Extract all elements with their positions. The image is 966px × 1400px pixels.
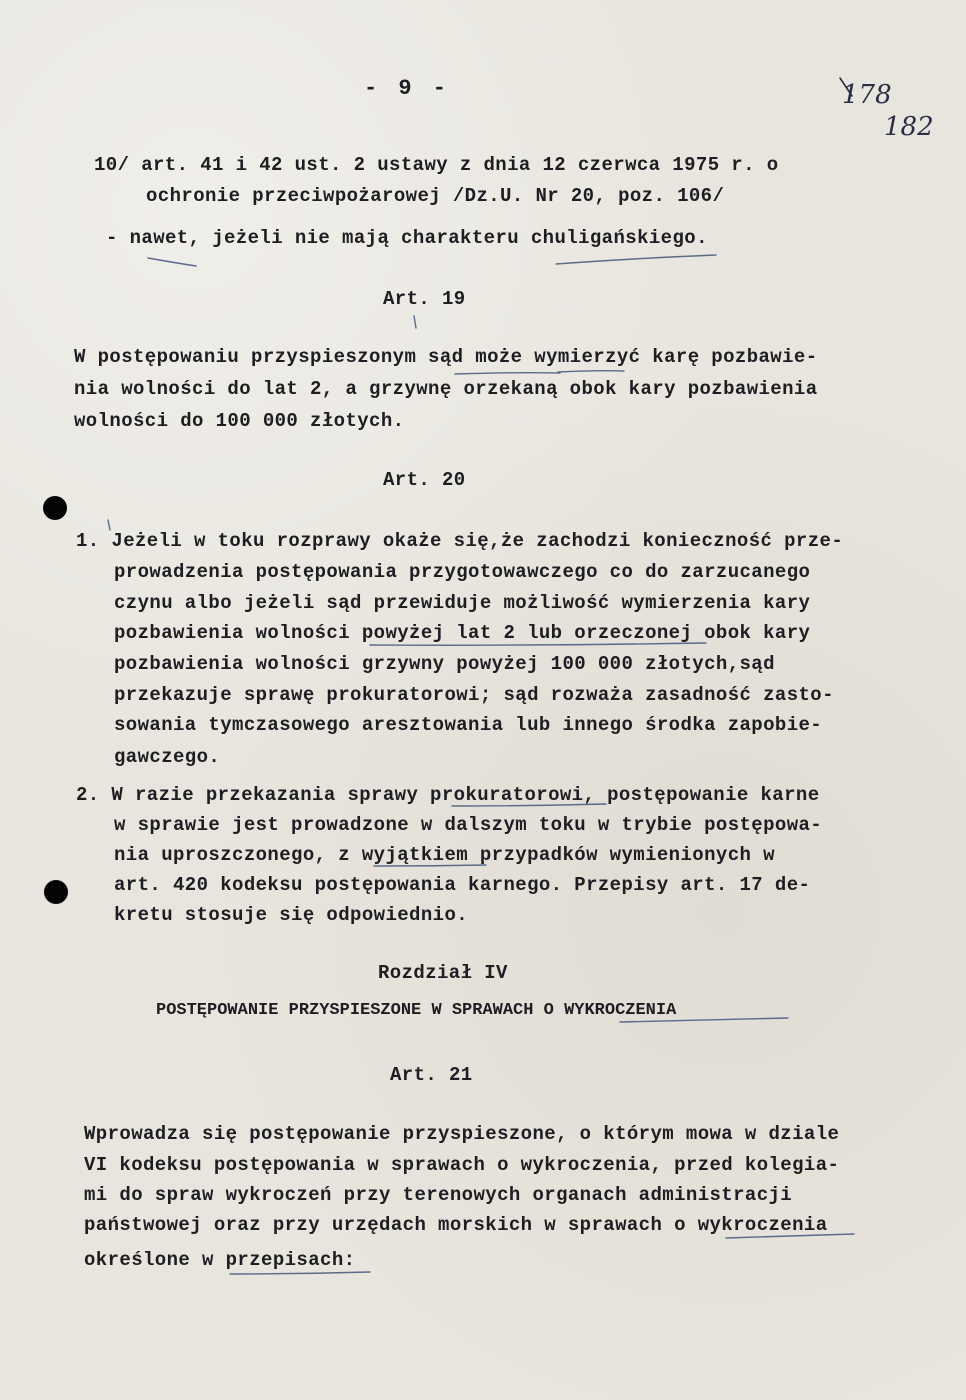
- punch-hole-top: [43, 496, 67, 520]
- art-20-para-2-line-1: 2. W razie przekazania sprawy prokuratorowi, postępowanie karne: [76, 784, 820, 806]
- art-21-line-1: Wprowadza się postępowanie przyspieszone, o którym mowa w dziale: [84, 1123, 840, 1145]
- art-19-line-3: wolności do 100 000 złotych.: [74, 410, 405, 432]
- chapter-heading: Rozdział IV: [378, 962, 508, 984]
- chapter-title: POSTĘPOWANIE PRZYSPIESZONE W SPRAWACH O WYKROCZENIA: [156, 1001, 677, 1020]
- punch-hole-bottom: [44, 880, 68, 904]
- archive-number-top: 178: [842, 80, 892, 110]
- tick-art20: [108, 520, 110, 530]
- art-20-para-2-line-3: nia uproszczonego, z wyjątkiem przypadków wymienionych w: [114, 844, 775, 866]
- underline-chuliganskiego: [556, 255, 716, 264]
- art-21-line-4: państwowej oraz przy urzędach morskich w sprawach o wykroczenia: [84, 1214, 828, 1236]
- art-20-para-2-line-2: w sprawie jest prowadzone w dalszym toku w trybie postępowa-: [114, 814, 823, 836]
- art-20-heading: Art. 20: [383, 469, 466, 491]
- list-item-closing-line: - nawet, jeżeli nie mają charakteru chuligańskiego.: [106, 227, 708, 249]
- art-21-line-2: VI kodeksu postępowania w sprawach o wykroczenia, przed kolegia-: [84, 1154, 840, 1176]
- art-20-para-2-line-5: kretu stosuje się odpowiednio.: [114, 904, 469, 926]
- art-20-para-1-line-6: przekazuje sprawę prokuratorowi; sąd rozważa zasadność zasto-: [114, 684, 834, 706]
- underline-wymierzyc: [558, 371, 624, 372]
- tick-art19: [414, 316, 416, 328]
- art-20-para-2-line-4: art. 420 kodeksu postępowania karnego. Przepisy art. 17 de-: [114, 874, 811, 896]
- art-20-para-1-line-4: pozbawienia wolności powyżej lat 2 lub orzeczonej obok kary: [114, 622, 811, 644]
- art-20-para-1-line-1: 1. Jeżeli w toku rozprawy okaże się,że zachodzi konieczność prze-: [76, 530, 844, 552]
- list-item-10-line-1: 10/ art. 41 i 42 ust. 2 ustawy z dnia 12 czerwca 1975 r. o: [94, 154, 779, 176]
- archive-number-bottom: 182: [884, 112, 934, 142]
- art-19-line-1: W postępowaniu przyspieszonym sąd może wymierzyć karę pozbawie-: [74, 346, 818, 368]
- underline-nawet: [148, 258, 196, 266]
- list-item-10-line-2: ochronie przeciwpożarowej /Dz.U. Nr 20, poz. 106/: [146, 185, 725, 207]
- art-20-para-1-line-5: pozbawienia wolności grzywny powyżej 100 000 złotych,sąd: [114, 653, 775, 675]
- art-21-line-3: mi do spraw wykroczeń przy terenowych organach administracji: [84, 1184, 793, 1206]
- art-21-heading: Art. 21: [390, 1064, 473, 1086]
- art-20-para-1-line-3: czynu albo jeżeli sąd przewiduje możliwość wymierzenia kary: [114, 592, 811, 614]
- page-number: - 9 -: [364, 76, 451, 101]
- art-19-line-2: nia wolności do lat 2, a grzywnę orzekaną obok kary pozbawienia: [74, 378, 818, 400]
- underline-sad-moze: [455, 373, 560, 374]
- art-20-para-1-line-2: prowadzenia postępowania przygotowawczego co do zarzucanego: [114, 561, 811, 583]
- art-19-heading: Art. 19: [383, 288, 466, 310]
- art-21-line-5: określone w przepisach:: [84, 1249, 356, 1271]
- art-20-para-1-line-7: sowania tymczasowego aresztowania lub innego środka zapobie-: [114, 714, 823, 736]
- art-20-para-1-line-8: gawczego.: [114, 746, 221, 768]
- underline-przepisach: [230, 1272, 370, 1274]
